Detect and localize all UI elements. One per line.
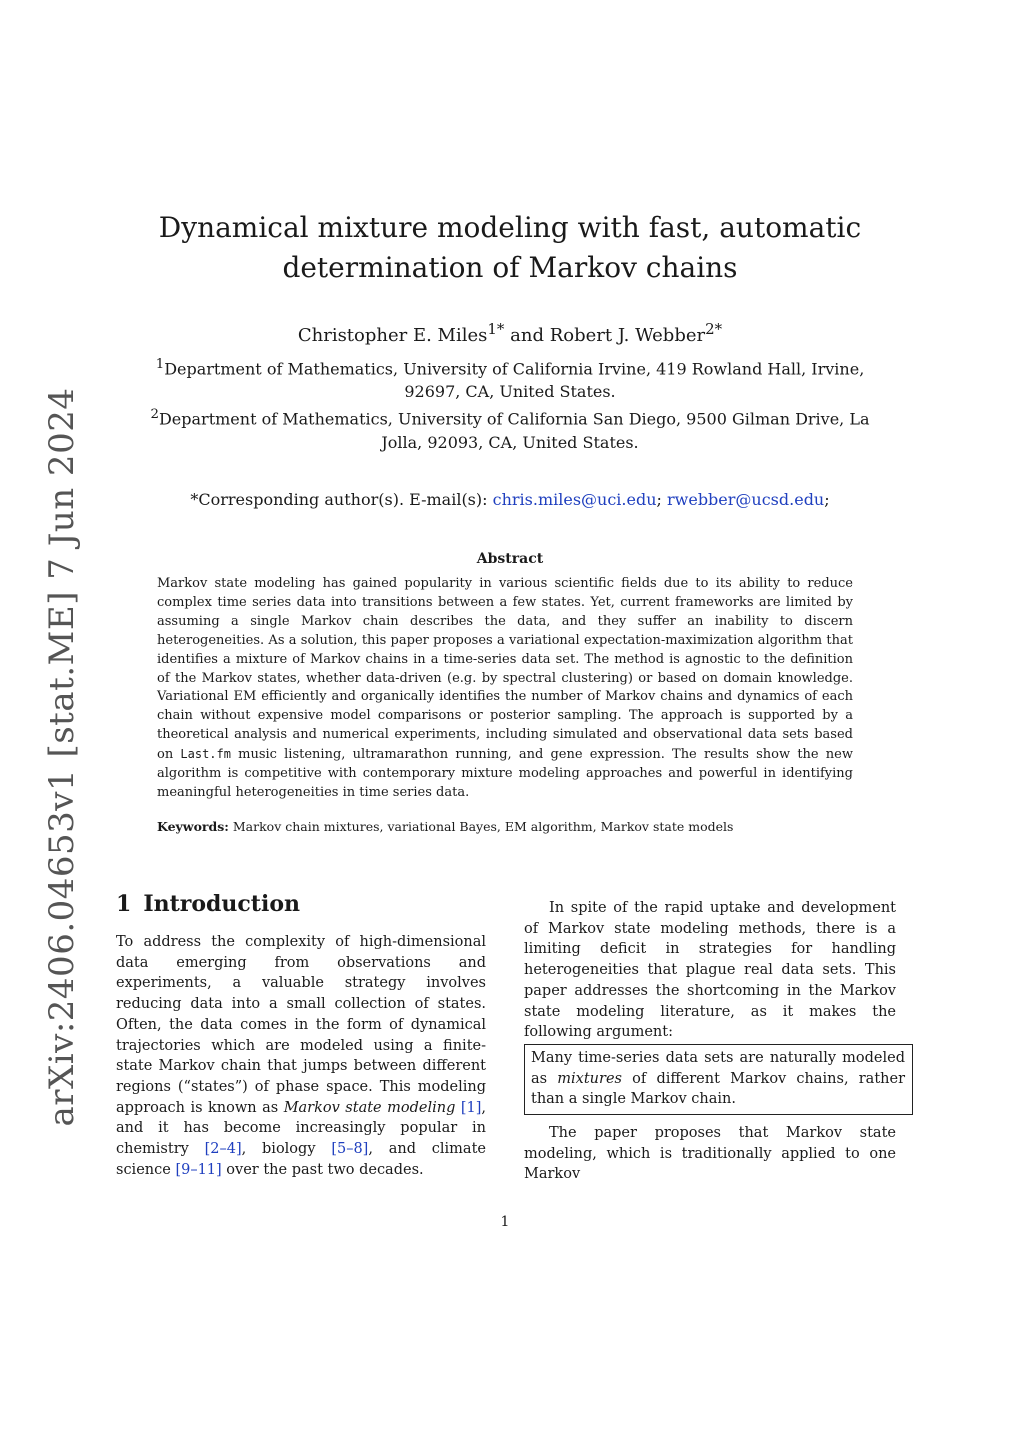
author-1-affil-sup: 1* [487,320,505,338]
affiliation-1-line-2: 92697, CA, United States. [404,382,616,402]
claim-italic-term: mixtures [557,1070,622,1087]
email-suffix: ; [824,490,830,509]
abstract-text-before: Markov state modeling has gained popularity in various scientific fields due to its ability to reduce complex time series data into transitions between a few states. Yet, current frameworks are limited by assuming a single Markov chain describes the data, and they suffer an inability to discern heterogeneities. As a solution, this paper proposes a variational expectation-maximization algorithm that identifies a mixture of Markov chains in a time-series data set. The method is agnostic to the definition of the Markov states, whether data-driven (e.g. by spectral clustering) or based on domain knowledge. Variational EM efficiently and organically identifies the number of Markov chains and dynamics of each chain without expensive model comparisons or posterior sampling. The approach is supported by a theoretical analysis and numerical experiments, including simulated and observational data sets based on [157,576,853,763]
abstract-mono-term: Last.fm [180,747,231,762]
affiliation-1-line-1: Department of Mathematics, University of California Irvine, 419 Rowland Hall, Irvine, [164,359,865,379]
intro-right-paragraph-2: The paper proposes that Markov state modeling, which is traditionally applied to one Markov [524,1125,896,1183]
intro-text-3: , biology [241,1141,332,1158]
affiliation-1 [120,353,900,380]
intro-text-4: , and climate science [116,1141,486,1178]
affiliation-2-line-2: Jolla, 92093, CA, United States. [381,432,639,452]
intro-right-paragraph-1: In spite of the rapid uptake and development of Markov state modeling methods, there is a limiting deficit in strategies for handling heterogeneities that plague real data sets. This paper addresses the shortcoming in the Markov state modeling literature, as it makes the following argument: [524,900,896,1041]
abstract-text-after: music listening, ultramarathon running, and gene expression. The results show the new algorithm is competitive with contemporary mixture modeling approaches and powerful in identifying meaningful heterogeneities in time series data. [157,747,853,800]
claim-text-after: of different Markov chains, rather than a single Markov chain. [531,1070,905,1108]
section-number: 1 [116,891,132,917]
author-list [120,316,900,349]
affiliation-2-sup: 2 [150,407,159,423]
abstract-body [157,575,853,803]
corresponding-authors [120,489,900,511]
arxiv-identifier: arXiv:2406.04653v1 [stat.ME] 7 Jun 2024 [42,387,82,1127]
intro-text-2: , and it has become increasingly popular in chemistry [116,1099,486,1158]
section-heading [116,889,300,919]
affiliations [120,353,900,454]
author-2: Robert J. Webber [549,325,706,346]
affiliation-1-sup: 1 [155,357,165,372]
email-link-miles[interactable]: chris.miles@uci.edu [492,490,657,509]
intro-left-column [116,932,486,1180]
intro-text-5: over the past two decades. [221,1161,424,1178]
claim-box [524,1044,913,1115]
author-2-affil-sup: 2* [705,320,723,338]
citation-9-11[interactable]: [9–11] [175,1161,222,1178]
claim-text-before: Many time-series data sets are naturally modeled as [531,1050,905,1087]
keywords [157,818,857,836]
email-link-webber[interactable]: rwebber@ucsd.edu [667,490,825,509]
author-1: Christopher E. Miles [297,325,488,346]
title-line-1: Dynamical mixture modeling with fast, automatic [158,211,862,244]
keywords-label: Keywords: [157,819,229,834]
abstract-heading: Abstract [476,551,544,567]
corresponding-prefix: *Corresponding author(s). E-mail(s): [190,490,493,509]
affiliation-2-line-1: Department of Mathematics, University of California San Diego, 9500 Gilman Drive, La [158,409,870,429]
email-separator: ; [656,490,667,509]
intro-text-1: To address the complexity of high-dimensional data emerging from observations and experiments, a valuable strategy involves reducing data into a small collection of states. Often, the data comes in the form of dynamical trajectories which are modeled using a finite-state Markov chain that jumps between different regions (“states”) of phase space. This modeling approach is known as [116,934,486,1116]
title-line-2: determination of Markov chains [282,251,738,284]
keywords-text: Markov chain mixtures, variational Bayes, EM algorithm, Markov state models [228,819,734,834]
page-number: 1 [500,1214,510,1230]
citation-1[interactable]: [1] [460,1099,482,1116]
citation-2-4[interactable]: [2–4] [204,1141,242,1158]
author-connector: and [504,325,550,346]
citation-5-8[interactable]: [5–8] [331,1141,369,1158]
paper-title [120,208,900,288]
intro-italic-term: Markov state modeling [283,1099,456,1116]
affiliation-2 [120,403,900,430]
section-title: Introduction [143,891,300,917]
